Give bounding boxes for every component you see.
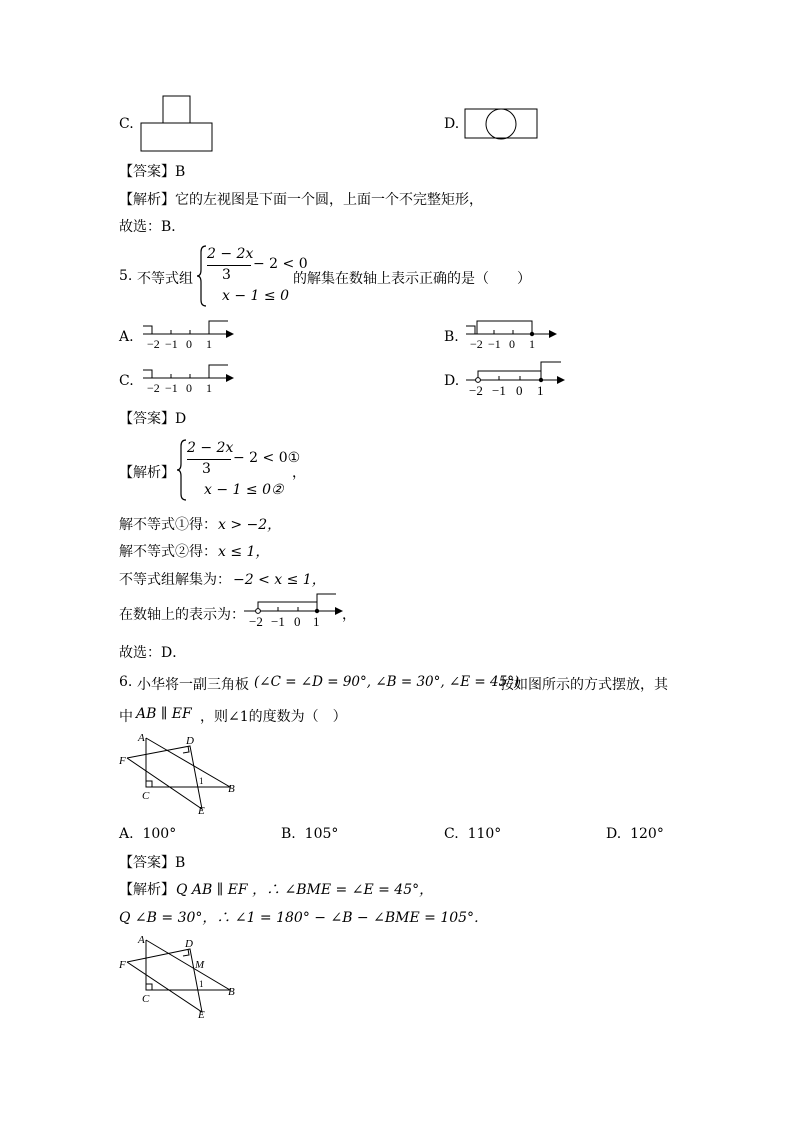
- tick-label: −2: [469, 383, 483, 398]
- q4-option-c-figure: [140, 95, 214, 153]
- q4-option-c-label: C.: [119, 116, 134, 132]
- tick-label: −1: [488, 337, 501, 351]
- svg-text:E: E: [198, 1009, 205, 1021]
- svg-text:A: A: [138, 934, 145, 946]
- tick-label: 1: [537, 383, 544, 398]
- q6-figure: [115, 730, 245, 818]
- q6-text3-pre: 中: [119, 709, 133, 725]
- q5-tail: 的解集在数轴上表示正确的是（ ）: [293, 271, 531, 287]
- q5-solve2-label: 解不等式②得：: [119, 544, 217, 560]
- q5-lead: 不等式组: [137, 271, 193, 287]
- tick-label: −1: [165, 381, 178, 395]
- svg-text:F: F: [119, 755, 126, 767]
- q5-solve1-expr: x > −2，: [218, 517, 282, 533]
- tick-label: −2: [147, 381, 160, 395]
- q4-option-d-label: D.: [444, 116, 460, 132]
- q6-analysis-line1: Q AB ∥ EF ，∴ ∠BME = ∠E = 45°，: [176, 882, 434, 898]
- tick-label: −1: [165, 337, 178, 351]
- q5-ineq1-tail: − 2 < 0: [253, 256, 308, 272]
- svg-text:F: F: [119, 959, 126, 971]
- q5-solve1-label: 解不等式①得：: [119, 517, 217, 533]
- q4-option-d-figure: [464, 107, 540, 141]
- q5-solution-label: 不等式组解集为：: [119, 572, 231, 588]
- tick-label: 0: [186, 337, 192, 351]
- q6-text3-post: ，则∠1的度数为（ ）: [200, 709, 347, 725]
- q6-answer: 【答案】B: [119, 855, 186, 871]
- tick-label: 0: [294, 614, 301, 629]
- tick-label: 1: [529, 337, 535, 351]
- svg-text:E: E: [198, 805, 205, 817]
- q5-analysis-ineq2: x − 1 ≤ 0②: [204, 482, 284, 498]
- svg-text:C: C: [142, 993, 150, 1005]
- svg-text:1: 1: [199, 979, 204, 989]
- q5-numberline-comma: ，: [342, 607, 356, 623]
- svg-text:D: D: [186, 735, 194, 747]
- q5-analysis-ineq1-numerator: 2 − 2x: [187, 440, 234, 456]
- tick-label: 0: [509, 337, 515, 351]
- q5-option-a-label: A.: [119, 329, 134, 345]
- q5-analysis-ineq1-tail: − 2 < 0①: [233, 450, 301, 466]
- q6-choice-a: A. 100°: [119, 826, 177, 842]
- svg-text:C: C: [142, 790, 150, 802]
- svg-text:B: B: [228, 783, 235, 795]
- tick-label: −1: [492, 383, 506, 398]
- svg-text:1: 1: [199, 776, 204, 786]
- q5-option-c-numberline: [140, 362, 240, 396]
- q6-text3-math: AB ∥ EF: [136, 706, 192, 722]
- q6-analysis-line2: Q ∠B = 30°，∴ ∠1 = 180° − ∠B − ∠BME = 105°．: [119, 910, 489, 926]
- q5-numberline-label: 在数轴上的表示为：: [119, 607, 245, 623]
- q6-analysis-figure: [115, 932, 245, 1022]
- q4-choose: 故选：B．: [119, 219, 186, 235]
- q5-solution-numberline: [241, 591, 351, 631]
- q6-number: 6.: [119, 674, 133, 690]
- tick-label: −2: [470, 337, 483, 351]
- tick-label: −2: [147, 337, 160, 351]
- svg-text:D: D: [185, 938, 193, 950]
- q5-ineq1-denominator: 3: [222, 267, 231, 283]
- tick-label: 1: [206, 381, 212, 395]
- tick-label: 0: [516, 383, 523, 398]
- q6-choice-b: B. 105°: [281, 826, 339, 842]
- q6-text2: 按如图所示的方式摆放，其: [500, 677, 668, 693]
- tick-label: 0: [186, 381, 192, 395]
- q5-ineq1-numerator: 2 − 2x: [207, 246, 254, 262]
- tick-label: −1: [271, 614, 285, 629]
- q6-paren: (∠C = ∠D = 90°, ∠B = 30°, ∠E = 45°): [254, 674, 520, 690]
- svg-text:A: A: [138, 732, 145, 744]
- tick-label: 1: [206, 337, 212, 351]
- q5-option-d-label: D.: [444, 373, 460, 389]
- q6-analysis-label: 【解析】: [119, 882, 175, 898]
- q6-text1: 小华将一副三角板: [137, 677, 249, 693]
- q5-solve2-expr: x ≤ 1，: [218, 544, 270, 560]
- tick-label: 1: [313, 614, 320, 629]
- q5-ineq2: x − 1 ≤ 0: [222, 288, 289, 304]
- q5-analysis-label: 【解析】: [119, 465, 175, 481]
- tick-label: −2: [249, 614, 263, 629]
- q6-choice-c: C. 110°: [444, 826, 502, 842]
- q4-answer: 【答案】B: [119, 164, 186, 180]
- q5-answer: 【答案】D: [119, 411, 187, 427]
- svg-text:B: B: [228, 986, 235, 998]
- q5-option-d-numberline: [463, 360, 573, 400]
- q5-option-a-numberline: [140, 318, 240, 352]
- q5-fraction-bar: [207, 265, 251, 266]
- q5-choose: 故选：D．: [119, 645, 187, 661]
- q6-choice-d: D. 120°: [606, 826, 664, 842]
- q5-option-c-label: C.: [119, 373, 134, 389]
- q5-option-b-numberline: [463, 318, 563, 352]
- svg-text:M: M: [195, 959, 205, 971]
- q5-solution-expr: −2 < x ≤ 1，: [233, 572, 326, 588]
- q5-number: 5.: [119, 268, 133, 284]
- q4-analysis: 【解析】它的左视图是下面一个圆，上面一个不完整矩形，: [119, 192, 483, 208]
- q5-option-b-label: B.: [444, 329, 459, 345]
- q5-analysis-comma: ，: [292, 465, 306, 481]
- q5-analysis-fraction-bar: [187, 459, 231, 460]
- q5-analysis-ineq1-denominator: 3: [202, 461, 211, 477]
